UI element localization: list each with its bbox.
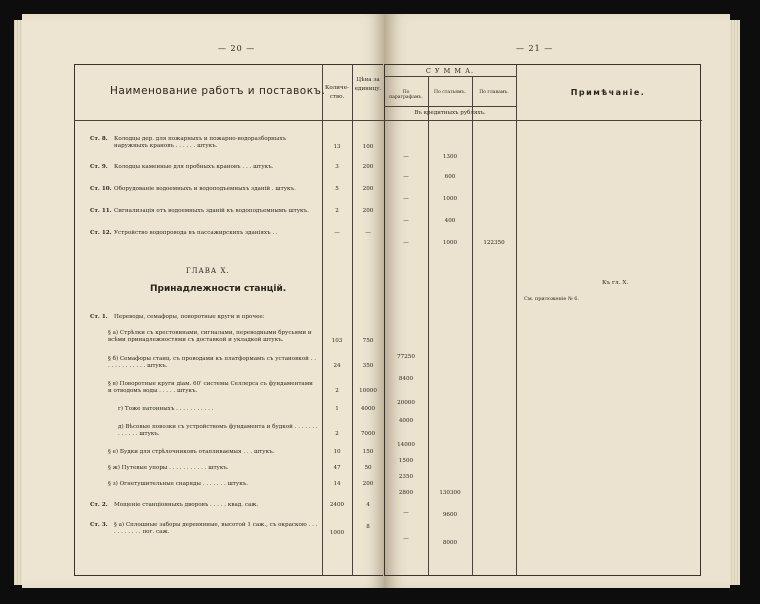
row-para: —	[403, 154, 409, 160]
row-art: 1000	[442, 196, 458, 202]
row-para: —	[403, 240, 409, 246]
row-text: Сигнализація отъ водоемныхъ зданій къ водоподъемнымъ штукъ.	[114, 208, 309, 214]
qty-col-rule	[322, 64, 323, 576]
row-art: 1300	[442, 154, 458, 160]
row-para: 2350	[398, 474, 414, 480]
row-qty: 14	[333, 481, 341, 487]
row-text: Переводы, семафоры, поворотные круги и прочее:	[114, 314, 265, 320]
para-col-rule	[428, 76, 429, 576]
col-header-price: Цѣна за единицу.	[354, 77, 382, 92]
row-para: —	[403, 510, 409, 516]
row-price: 750	[362, 338, 374, 344]
row-price: 200	[362, 208, 374, 214]
row-text: Оборудованіе водоемныхъ и водоподъемныхъ зданій . штукъ.	[114, 186, 296, 192]
row-text: § ж) Путевые упоры . . . . . . . . . . . штукъ.	[108, 465, 229, 471]
row-price: 10000	[359, 388, 377, 394]
left-edge-rule	[384, 64, 385, 576]
row-chap: 122350	[483, 240, 505, 246]
header-rule	[74, 120, 384, 121]
row-text: § а) Сплошные заборы деревянные, высотой 1 саж., съ окраскою . . . . . . . . . . . пог. саж.	[114, 522, 318, 535]
row-art: 1000	[442, 240, 458, 246]
left-page-number: — 20 —	[218, 44, 256, 53]
row-text: Колодцы дер. для пожарныхъ и пожарно-водоразборныхъ наружныхъ крановъ . . . . . . штукъ.	[114, 136, 287, 149]
row-text: § е) Будки для стрѣлочниковъ отапливаемыя . . . штукъ.	[108, 449, 275, 455]
row-label: Ст. 3.	[90, 522, 108, 528]
row-price: 7000	[360, 431, 376, 437]
row-qty: 2	[335, 431, 339, 437]
row-qty: 2400	[329, 502, 345, 508]
note-col-rule	[516, 64, 517, 576]
col-header-art: По статьямъ.	[434, 90, 466, 95]
row-label: Ст. 11.	[90, 208, 112, 214]
row-text: § а) Стрѣлки съ крестовинами, сигналами, переводными брусьями и всѣми принадлежностями съ доставкой и укладкой штукъ.	[108, 330, 312, 343]
row-qty: 1000	[329, 530, 345, 536]
row-qty: 3	[335, 164, 339, 170]
row-qty: 24	[333, 363, 341, 369]
chapter-title: Принадлежности станцій.	[150, 284, 287, 294]
row-art: 8000	[442, 540, 458, 546]
row-label: Ст. 8.	[90, 136, 108, 142]
row-label: Ст. 9.	[90, 164, 108, 170]
row-price: 4	[366, 502, 370, 508]
row-para: 8400	[398, 376, 414, 382]
row-text: Мощеніе станціонныхъ дворовъ . . . . . квад. саж.	[114, 502, 259, 508]
row-price: —	[365, 230, 371, 236]
col-header-title: Наименование работъ и поставокъ.	[110, 85, 326, 97]
row-art: 400	[444, 218, 456, 224]
sum-header-rule	[384, 76, 516, 77]
row-qty: 13	[333, 144, 341, 150]
row-qty: 10	[333, 449, 341, 455]
row-text: Колодцы каменные для пробныхъ крановъ . . . штукъ.	[114, 164, 274, 170]
row-label: Ст. 2.	[90, 502, 108, 508]
row-qty: 1	[335, 406, 339, 412]
row-label: Ст. 10.	[90, 186, 112, 192]
unit-label: Въ кредитныхъ рубляхъ.	[414, 110, 486, 116]
row-para: —	[403, 196, 409, 202]
unit-rule	[384, 106, 516, 107]
col-header-para: По параграфамъ.	[389, 90, 423, 100]
row-para: 77250	[397, 354, 415, 360]
right-table-frame	[384, 64, 701, 576]
row-price: 200	[362, 186, 374, 192]
note-reference: См. приложеніе № 6.	[524, 296, 580, 302]
col-header-note: Примѣчаніе.	[570, 88, 646, 97]
art-col-rule	[472, 76, 473, 576]
row-art: 9600	[442, 512, 458, 518]
row-art: 600	[444, 174, 456, 180]
row-price: 200	[362, 481, 374, 487]
row-text: § в) Поворотные круги діам. 60' системы Селлерса съ фундаментами и отводомъ воды . . . . . штукъ.	[108, 381, 313, 394]
right-page-number: — 21 —	[516, 44, 554, 53]
row-label: Ст. 12.	[90, 230, 112, 236]
row-text: г) Тоже патонныхъ . . . . . . . . . . .	[118, 406, 214, 412]
note-chapter: Къ гл. X.	[602, 280, 629, 286]
row-para: 20000	[397, 400, 415, 406]
col-header-chap: По главамъ.	[479, 90, 509, 95]
row-qty: 103	[331, 338, 343, 344]
row-para: —	[403, 218, 409, 224]
row-price: 100	[362, 144, 374, 150]
row-para: 2800	[398, 490, 414, 496]
price-col-rule	[352, 64, 353, 576]
row-art: 130300	[439, 490, 461, 496]
row-para: —	[403, 536, 409, 542]
row-qty: 47	[333, 465, 341, 471]
row-qty: 2	[335, 388, 339, 394]
row-qty: —	[334, 230, 340, 236]
row-qty: 2	[335, 208, 339, 214]
row-price: 350	[362, 363, 374, 369]
header-rule	[384, 120, 702, 121]
row-text: д) Вѣсовые повозки съ устройствомъ фундамента и будкой . . . . . . . . . . . . . штукъ.	[118, 424, 318, 437]
row-price: 200	[362, 164, 374, 170]
sum-header: С У М М А.	[425, 67, 475, 75]
left-page	[22, 14, 384, 588]
col-header-qty: Количе-ство.	[325, 85, 349, 100]
chapter-number: ГЛАВА X.	[186, 267, 230, 275]
row-label: Ст. 1.	[90, 314, 108, 320]
right-page	[384, 14, 730, 588]
row-text: § б) Семафоры станц. съ проводами къ платформамъ съ установкой . . . . . . . . . . . . . штукъ.	[108, 356, 316, 369]
row-price: 4000	[360, 406, 376, 412]
row-price: 8	[366, 524, 370, 530]
row-text: § з) Огнетушительные снаряды . . . . . . . штукъ.	[108, 481, 249, 487]
row-qty: 5	[335, 186, 339, 192]
row-text: Устройство водопровода въ пассажирскихъ зданіяхъ . .	[114, 230, 278, 236]
row-para: —	[403, 174, 409, 180]
row-para: 1500	[398, 458, 414, 464]
row-para: 4000	[398, 418, 414, 424]
row-price: 50	[364, 465, 372, 471]
row-price: 150	[362, 449, 374, 455]
row-para: 14000	[397, 442, 415, 448]
